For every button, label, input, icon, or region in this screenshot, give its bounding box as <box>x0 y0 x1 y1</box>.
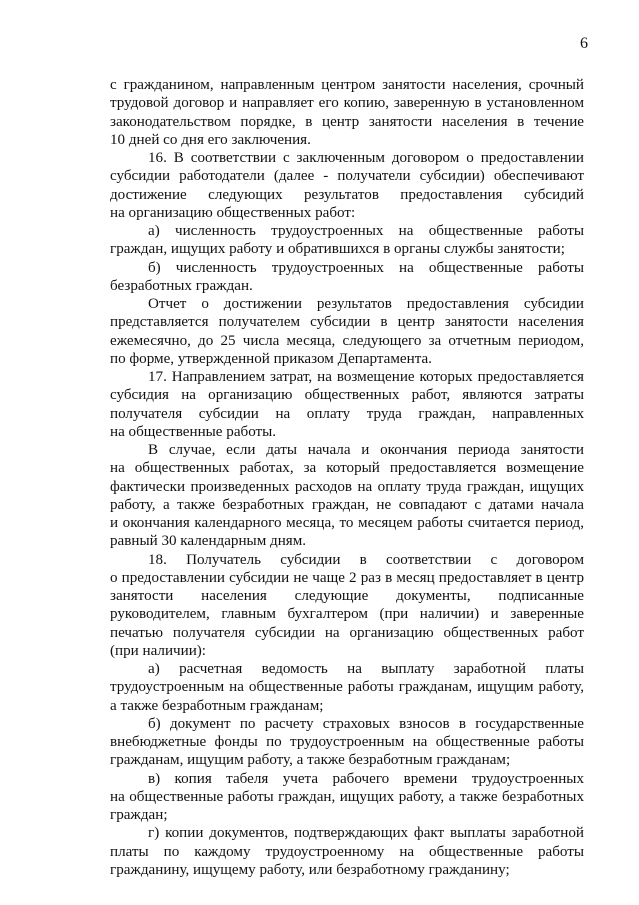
text-line: гражданам, ищущим работу, а также безработным гражданам; <box>110 752 511 769</box>
document-body <box>110 76 584 879</box>
text-line: 16. В соответствии с заключенным договором о предоставлении <box>148 150 584 166</box>
text-line: и окончания календарного месяца, то месяцем работы считается период, <box>110 515 584 531</box>
text-line: безработных граждан. <box>110 277 253 294</box>
text-line: руководителем, главным бухгалтером (при наличии) и заверенные <box>110 606 584 623</box>
paragraph-p18d <box>110 824 584 879</box>
text-line: по форме, утвержденной приказом Департамента. <box>110 350 432 367</box>
text-line: о предоставлении субсидии не чаще 2 раз в месяц предоставляет в центр <box>110 569 584 586</box>
text-line: а также безработным гражданам; <box>110 697 324 714</box>
text-line: б) численность трудоустроенных на общественные работы <box>148 259 584 276</box>
text-line: достижение следующих результатов предоставления субсидий <box>110 186 584 203</box>
text-line: субсидии работодатели (далее - получатели субсидии) обеспечивают <box>110 168 584 185</box>
paragraph-p16b <box>110 259 584 296</box>
paragraph-p17 <box>110 368 584 441</box>
text-line: занятости населения следующие документы, подписанные <box>110 588 584 604</box>
text-line: а) численность трудоустроенных на общественные работы <box>148 223 584 239</box>
text-line: б) документ по расчету страховых взносов в государственные <box>148 715 584 732</box>
text-line: трудоустроенным на общественные работы гражданам, ищущим работу, <box>110 679 584 696</box>
text-line: на общественные работы. <box>110 423 277 440</box>
text-line: граждан; <box>110 807 168 823</box>
text-line: В случае, если даты начала и окончания периода занятости <box>148 442 584 458</box>
text-line: (при наличии): <box>110 642 206 659</box>
text-line: гражданину, ищущему работу, или безработному гражданину; <box>110 861 510 878</box>
text-line: 18. Получатель субсидии в соответствии с договором <box>148 551 584 568</box>
text-line: г) копии документов, подтверждающих факт выплаты заработной <box>148 825 584 842</box>
text-line: на общественные работы граждан, ищущих работу, а также безработных <box>110 788 584 805</box>
text-line: равный 30 календарным дням. <box>110 533 307 550</box>
text-line: получателя субсидии на оплату труда граждан, направленных <box>110 405 584 422</box>
text-line: ежемесячно, до 25 числа месяца, следующего за отчетным периодом, <box>110 332 584 349</box>
text-line: 10 дней со дня его заключения. <box>110 131 311 148</box>
page-number: 6 <box>580 35 588 52</box>
paragraph-p18c <box>110 770 584 825</box>
paragraph-p16a <box>110 222 584 259</box>
text-line: фактически произведенных расходов на оплату труда граждан, ищущих <box>110 478 584 495</box>
text-line: законодательством порядке, в центр занятости населения в течение <box>110 113 584 130</box>
paragraph-p18 <box>110 551 584 661</box>
text-line: на организацию общественных работ: <box>110 204 356 221</box>
text-line: представляется получателем субсидии в центр занятости населения <box>110 314 584 331</box>
text-line: 17. Направлением затрат, на возмещение которых предоставляется <box>148 369 584 385</box>
text-line: платы по каждому трудоустроенному на общественные работы <box>110 843 584 860</box>
paragraph-p16c <box>110 295 584 368</box>
text-line: субсидия на организацию общественных работ, являются затраты <box>110 387 584 404</box>
text-line: а) расчетная ведомость на выплату заработной платы <box>148 661 584 677</box>
paragraph-p17b <box>110 441 584 551</box>
text-line: внебюджетные фонды по трудоустроенным на общественные работы <box>110 734 584 750</box>
paragraph-p0 <box>110 76 584 149</box>
text-line: граждан, ищущих работу и обратившихся в органы службы занятости; <box>110 241 565 258</box>
text-line: печатью получателя субсидии на организацию общественных работ <box>110 624 584 641</box>
text-line: работу, а также безработных граждан, не совпадают с датами начала <box>110 496 584 513</box>
text-line: трудовой договор и направляет его копию, заверенную в установленном <box>110 95 584 112</box>
text-line: Отчет о достижении результатов предоставления субсидии <box>148 296 584 312</box>
text-line: в) копия табеля учета рабочего времени трудоустроенных <box>148 770 584 787</box>
text-line: с гражданином, направленным центром занятости населения, срочный <box>110 77 584 93</box>
paragraph-p18b <box>110 715 584 770</box>
text-line: на общественных работах, за который предоставляется возмещение <box>110 460 584 477</box>
paragraph-p16 <box>110 149 584 222</box>
paragraph-p18a <box>110 660 584 715</box>
